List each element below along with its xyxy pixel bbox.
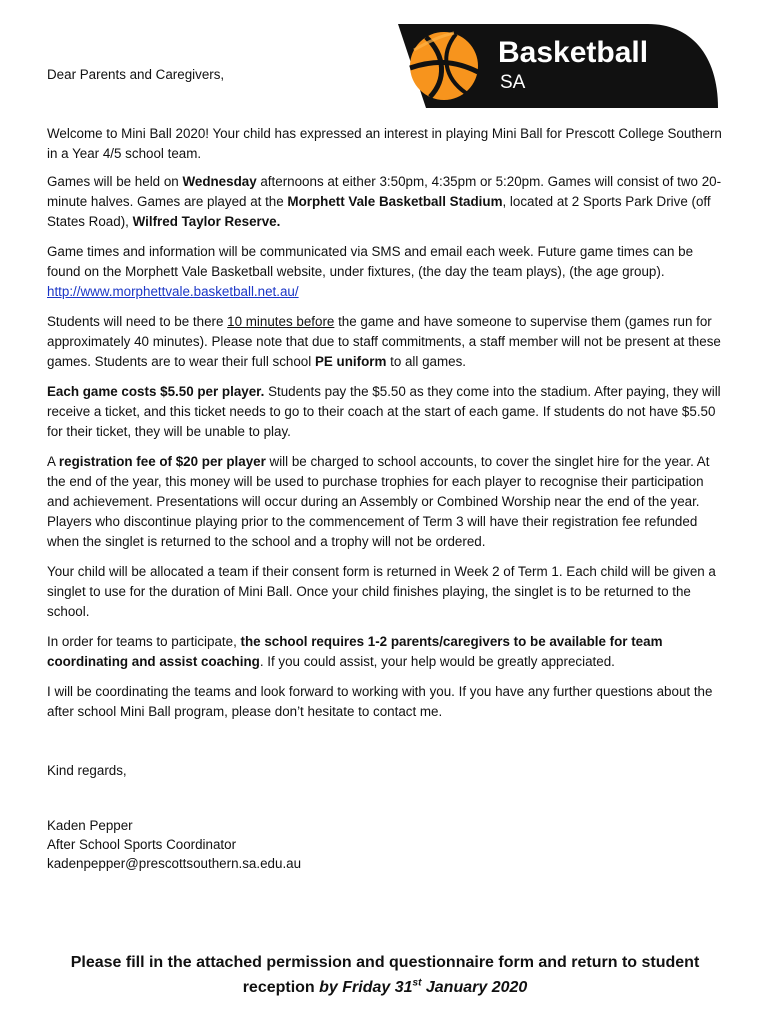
paragraph-supervision: Students will need to be there 10 minutes before the game and have someone to supervise them (games run for approximately 40 minutes). Please note that due to staff commitments, a staff member will not be present at these games. Students are to wear their full school PE uniform to all games. xyxy=(47,314,721,369)
logo-sub: SA xyxy=(500,72,526,93)
signature-email: kadenpepper@prescottsouthern.sa.edu.au xyxy=(47,856,302,871)
paragraph-game-info: Game times and information will be communicated via SMS and email each week. Future game times can be found on the Morphett Vale Basketball website, under fixtures, (the day the team plays), (the age group). http://www.morphettvale.basketball.net.au/ xyxy=(47,244,694,299)
paragraph-contact: I will be coordinating the teams and look forward to working with you. If you have any further questions about the after school Mini Ball program, please don’t hesitate to contact me. xyxy=(47,684,713,719)
basketball-sa-logo xyxy=(398,24,718,108)
paragraph-parent-help: In order for teams to participate, the school requires 1-2 parents/caregivers to be available for team coordinating and assist coaching. If you could assist, your help would be greatly appreciated. xyxy=(47,634,663,669)
website-link[interactable]: http://www.morphettvale.basketball.net.au/ xyxy=(47,284,299,299)
closing: Kind regards, xyxy=(47,763,127,778)
paragraph-registration-fee: A registration fee of $20 per player will be charged to school accounts, to cover the singlet hire for the year. At the end of the year, this money will be used to purchase trophies for each player to recognise their participation and achievement. Presentations will occur during an Assembly or Combined Worship near the end of the year. Players who discontinue playing prior to the commencement of Term 3 will have their registration fee refunded when the singlet is returned to the school and a trophy will not be ordered. xyxy=(47,454,710,549)
paragraph-welcome: Welcome to Mini Ball 2020! Your child has expressed an interest in playing Mini Ball for Prescott College Southern in a Year 4/5 school team. xyxy=(47,126,722,161)
salutation: Dear Parents and Caregivers, xyxy=(47,67,225,82)
paragraph-game-cost: Each game costs $5.50 per player. Students pay the $5.50 as they come into the stadium. After paying, they will receive a ticket, and this ticket needs to go to their coach at the start of each game. If students do not have $5.50 for their ticket, they will be unable to play. xyxy=(47,384,721,439)
letter-body xyxy=(47,124,727,732)
signature-block xyxy=(47,816,301,873)
signature-title: After School Sports Coordinator xyxy=(47,837,237,852)
paragraph-game-schedule: Games will be held on Wednesday afternoons at either 3:50pm, 4:35pm or 5:20pm. Games will consist of two 20-minute halves. Games are played at the Morphett Vale Basketball Stadium, located at 2 Sports Park Drive (off States Road), Wilfred Taylor Reserve. xyxy=(47,174,722,229)
signature-name: Kaden Pepper xyxy=(47,818,133,833)
return-instructions: Please fill in the attached permission and questionnaire form and return to student reception by Friday 31st January 2020 xyxy=(70,954,700,996)
paragraph-team-allocation: Your child will be allocated a team if their consent form is returned in Week 2 of Term 1. Each child will be given a singlet to use for the duration of Mini Ball. Once your child finishes playing, the singlet is to be returned to the school. xyxy=(47,564,716,619)
logo-wordmark: Basketball xyxy=(498,36,649,69)
